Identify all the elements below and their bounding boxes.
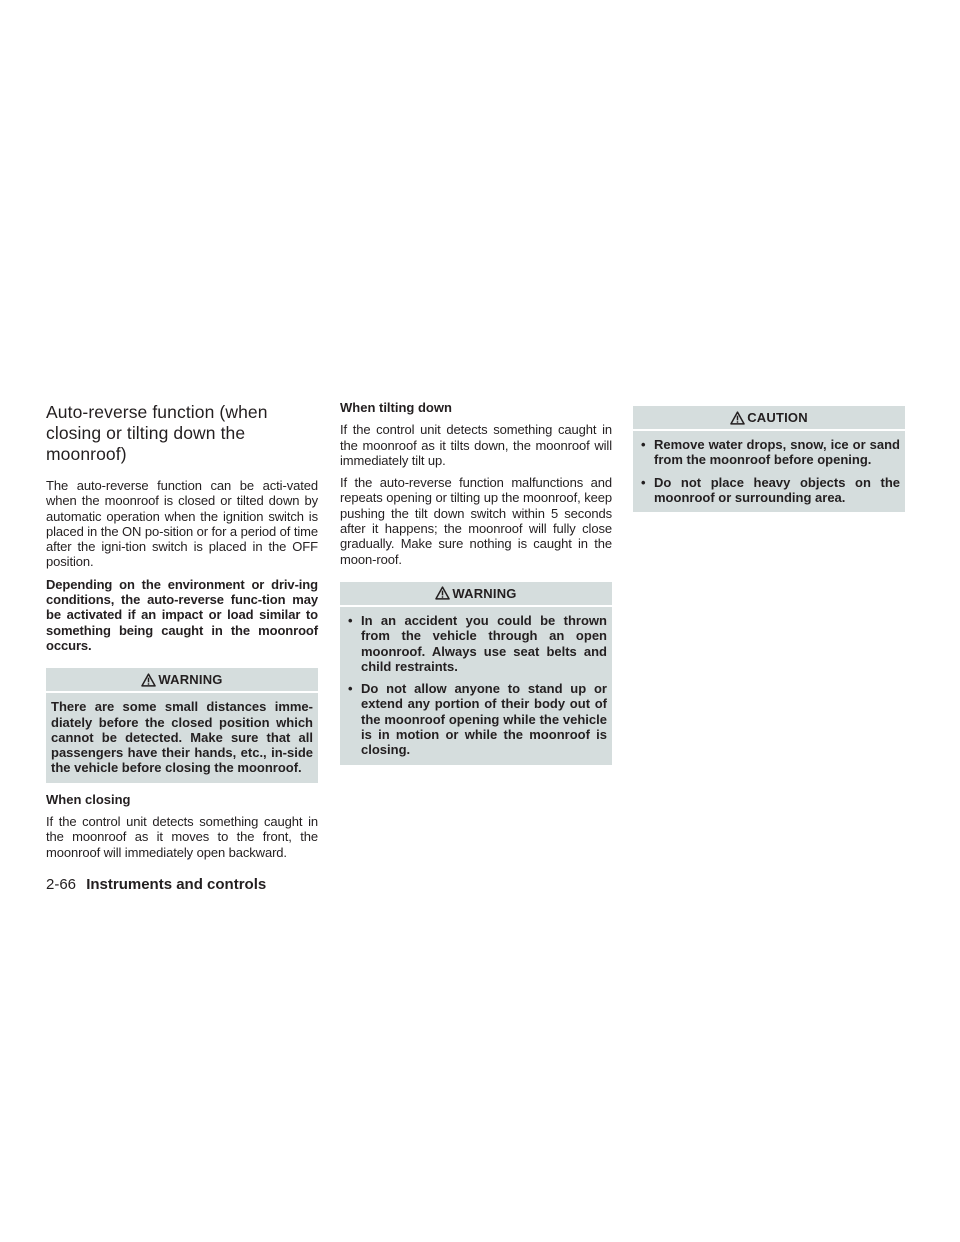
caution-body [633,431,905,512]
list-item: • Do not allow anyone to stand up or extend any portion of their body out of the moonroof opening while the vehicle is in motion or while the moonroof is closing. [345,681,607,757]
warning-label: WARNING [158,672,223,688]
intro-paragraph: The auto-reverse function can be acti-vated when the moonroof is closed or tilted down by automatic operation when the ignition switch is placed in the ON po-sition or for a period of time after the igni-tion switch is placed in the OFF position. [46,478,318,570]
warning-box-accident [340,582,612,765]
caution-label: CAUTION [747,410,808,425]
warning-body: There are some small distances imme-diately before the closed position which cannot be detected. Make sure that all passengers have their hands, etc., in-side the vehicle before closing the moonroof. [46,693,318,782]
column-2 [340,400,612,774]
caution-box [633,406,905,512]
malfunction-paragraph: If the auto-reverse function malfunctions and repeats opening or tilting up the moonroof, keep pushing the tilt down switch within 5 seconds after it happens; the moonroof will fully close gradually. Make sure nothing is caught in the moon-roof. [340,475,612,567]
list-item: • Do not place heavy objects on the moonroof or surrounding area. [638,475,900,506]
section-title: Auto-reverse function (when closing or tilting down the moonroof) [46,402,268,464]
column-1 [46,400,318,867]
column-3 [633,400,905,521]
warning-header [46,668,318,691]
caution-header [633,406,905,429]
warning-triangle-icon [435,586,450,600]
warning-triangle-icon [730,411,745,425]
when-closing-paragraph: If the control unit detects something caught in the moonroof as it moves to the front, the moonroof will immediately open backward. [46,814,318,860]
impact-note-paragraph: Depending on the environment or driv-ing conditions, the auto-reverse func-tion may be activated if an impact or load similar to something being caught in the moonroof occurs. [46,576,318,653]
warning-body [340,607,612,765]
warning-box-closed-position [46,668,318,782]
when-closing-heading: When closing [46,791,131,807]
list-item: • In an accident you could be thrown from the vehicle through an open moonroof. Always use seat belts and child restraints. [345,613,607,674]
when-tilting-down-heading: When tilting down [340,400,452,415]
section-name: Instruments and controls [86,876,267,893]
page-number: 2-66 [46,876,77,893]
warning-triangle-icon [141,673,156,687]
warning-header [340,582,612,605]
list-item: • Remove water drops, snow, ice or sand from the moonroof before opening. [638,437,900,468]
page-footer [46,876,266,894]
when-tilting-down-paragraph: If the control unit detects something caught in the moonroof as it tilts down, the moonroof will immediately tilt up. [340,422,612,468]
warning-label: WARNING [452,585,517,601]
